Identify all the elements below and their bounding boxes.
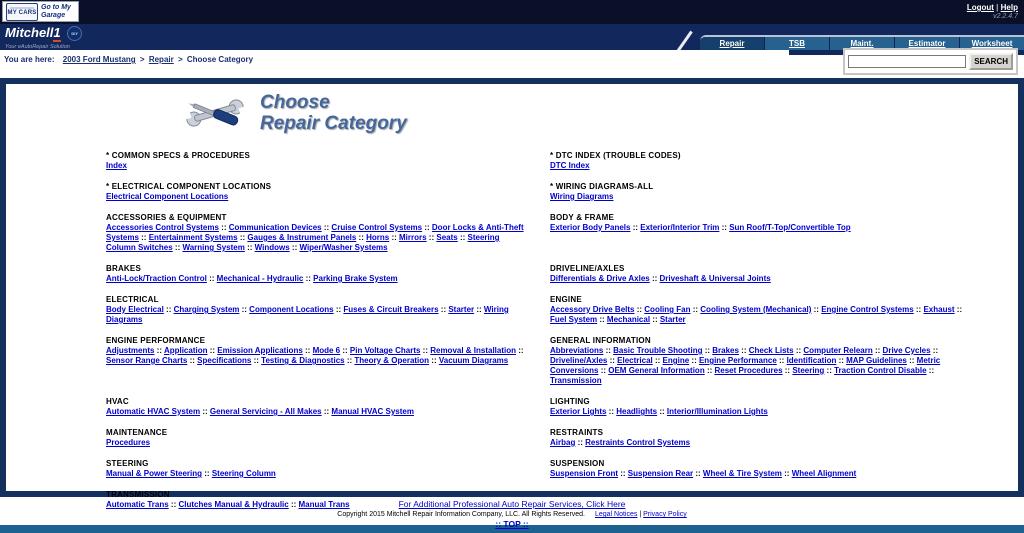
category-row — [106, 397, 1018, 428]
category-link[interactable]: Cruise Control Systems — [331, 223, 423, 232]
category-link[interactable]: OEM General Information — [608, 366, 705, 375]
category-header: * COMMON SPECS & PROCEDURES — [106, 151, 251, 160]
category-link[interactable]: Cooling Fan — [644, 305, 691, 314]
category-links — [106, 438, 530, 448]
logo-text-main: Mitchell — [5, 25, 54, 40]
category-link[interactable]: Procedures — [106, 438, 151, 447]
category-header: SUSPENSION — [550, 459, 605, 468]
copyright-text: Copyright 2015 Mitchell Repair Information Company, LLC. All Rights Reserved. — [337, 511, 586, 518]
category-link[interactable]: MAP Guidelines — [846, 356, 907, 365]
category-link[interactable]: Clutches Manual & Hydraulic — [178, 500, 289, 509]
category-links: Manual & Power Steering :: Steering Column — [106, 469, 276, 478]
main-nav-bar — [0, 24, 1024, 50]
category-links: Anti-Lock/Traction Control :: Mechanical - Hydraulic :: Parking Brake System — [106, 274, 398, 283]
category-section — [106, 428, 530, 448]
category-link[interactable]: Testing & Diagnostics — [261, 356, 345, 365]
category-row — [106, 336, 1018, 397]
category-link[interactable]: Accessories Control Systems — [106, 223, 219, 232]
category-link[interactable]: Basic Trouble Shooting — [613, 346, 703, 355]
category-header: MAINTENANCE — [106, 428, 168, 437]
copyright-line — [0, 510, 1024, 519]
top-bar — [0, 0, 1024, 24]
category-link[interactable]: Exhaust — [923, 305, 955, 314]
category-section — [550, 151, 974, 171]
legal-notices-link[interactable]: Legal Notices — [594, 511, 638, 518]
category-link[interactable]: Cooling System (Mechanical) — [700, 305, 812, 314]
category-link[interactable]: Wiring Diagrams — [106, 305, 509, 324]
additional-services-link[interactable]: For Additional Professional Auto Repair Services, Click Here — [398, 499, 626, 509]
category-link[interactable]: Driveshaft & Universal Joints — [659, 274, 771, 283]
category-header: ENGINE — [550, 295, 582, 304]
category-links: Exterior Body Panels :: Exterior/Interior Trim :: Sun Roof/T-Top/Convertible Top — [550, 223, 851, 232]
page-title — [260, 92, 407, 134]
category-link[interactable]: Reset Procedures — [714, 366, 783, 375]
category-header: ACCESSORIES & EQUIPMENT — [106, 213, 227, 222]
category-link[interactable]: Engine Control Systems — [821, 305, 914, 314]
category-link[interactable]: Parking Brake System — [313, 274, 398, 283]
category-link[interactable]: Windows — [254, 243, 290, 252]
category-link[interactable]: Headlights — [616, 407, 658, 416]
category-links: Accessories Control Systems :: Communication Devices :: Cruise Control Systems :: Door Locks & Anti-Theft Systems :: Entertainment Systems :: Gauges & Instrument Panels :: Horns :: Mirrors :: Seats :: Steering Column Switches :: Warning System :: Windows :: Wiper/Washer Systems — [106, 223, 524, 252]
back-to-top-link[interactable]: :: TOP :: — [495, 519, 529, 529]
category-link[interactable]: Exterior Lights — [550, 407, 607, 416]
category-link[interactable]: DTC Index — [550, 161, 590, 170]
category-link[interactable]: Charging System — [173, 305, 240, 314]
category-section — [550, 213, 974, 253]
category-link[interactable]: Transmission — [550, 376, 602, 385]
category-link[interactable]: Manual HVAC System — [331, 407, 414, 416]
category-link[interactable]: Suspension Rear — [627, 469, 694, 478]
category-header: STEERING — [106, 459, 149, 468]
category-section — [550, 264, 974, 284]
tab-maint[interactable]: Maint. — [829, 37, 894, 50]
category-link[interactable]: Differentials & Drive Axles — [550, 274, 650, 283]
breadcrumb — [4, 55, 253, 64]
category-link[interactable]: Engine — [662, 356, 690, 365]
version-label: v2.2.4.7 — [993, 13, 1018, 20]
category-header: RESTRAINTS — [550, 428, 604, 437]
breadcrumb-repair-link[interactable]: Repair — [148, 55, 174, 64]
category-link[interactable]: General Servicing - All Makes — [209, 407, 322, 416]
privacy-policy-link[interactable]: Privacy Policy — [643, 511, 687, 518]
category-links: Airbag :: Restraints Control Systems — [550, 438, 691, 447]
category-link[interactable]: Computer Relearn — [803, 346, 873, 355]
category-link[interactable]: Abbreviations — [550, 346, 604, 355]
category-link[interactable]: Index — [106, 161, 127, 170]
license-plate-icon — [6, 3, 38, 21]
category-section — [106, 295, 530, 325]
category-link[interactable]: Warning System — [182, 243, 245, 252]
category-links: Suspension Front :: Suspension Rear :: Wheel & Tire System :: Wheel Alignment — [550, 469, 857, 478]
category-link[interactable]: Anti-Lock/Traction Control — [106, 274, 207, 283]
category-links — [550, 192, 974, 202]
category-header: * DTC INDEX (TROUBLE CODES) — [550, 151, 681, 160]
help-link[interactable]: Help — [1000, 3, 1018, 12]
category-link[interactable]: Metric Conversions — [550, 356, 941, 375]
category-link[interactable]: Steering Column Switches — [106, 233, 500, 252]
category-link[interactable]: Component Locations — [249, 305, 334, 314]
category-link[interactable]: Engine Performance — [698, 356, 777, 365]
category-link[interactable]: Sensor Range Charts — [106, 356, 188, 365]
category-link[interactable]: Exterior/Interior Trim — [640, 223, 720, 232]
category-link[interactable]: Mechanical — [606, 315, 651, 324]
category-link[interactable]: Vacuum Diagrams — [438, 356, 509, 365]
category-link[interactable]: Pin Voltage Charts — [349, 346, 421, 355]
category-link[interactable]: Wiper/Washer Systems — [299, 243, 388, 252]
category-link[interactable]: Wiring Diagrams — [550, 192, 614, 201]
logo-text-one: 1 — [53, 25, 61, 40]
category-link[interactable]: Horns — [366, 233, 390, 242]
category-header: DRIVELINE/AXLES — [550, 264, 625, 273]
category-links — [106, 192, 530, 202]
category-link[interactable]: Electrical Component Locations — [106, 192, 229, 201]
category-row — [106, 264, 1018, 295]
category-section — [106, 264, 530, 284]
category-links: Abbreviations :: Basic Trouble Shooting :: Brakes :: Check Lists :: Computer Relearn :: Drive Cycles :: Driveline/Axles :: Electrical :: Engine :: Engine Performance :: Identification :: MAP Guidelines :: Metric Conversions :: OEM General Information :: Reset Procedures :: Steering :: Traction Control Disable :: Transmission — [550, 346, 941, 385]
category-header: ENGINE PERFORMANCE — [106, 336, 206, 345]
category-header: GENERAL INFORMATION — [550, 336, 651, 345]
search-panel — [843, 48, 1018, 75]
category-header: BRAKES — [106, 264, 141, 273]
category-link[interactable]: Wheel Alignment — [791, 469, 857, 478]
tools-icon — [184, 91, 246, 135]
category-section — [550, 397, 974, 417]
category-link[interactable]: Fuel System — [550, 315, 598, 324]
category-link[interactable]: Door Locks & Anti-Theft Systems — [106, 223, 524, 242]
category-link[interactable]: Removal & Installation — [430, 346, 517, 355]
category-link[interactable]: Fuses & Circuit Breakers — [343, 305, 439, 314]
category-row — [106, 182, 1018, 213]
category-link[interactable]: Suspension Front — [550, 469, 618, 478]
category-link[interactable]: Emission Applications — [217, 346, 303, 355]
category-section — [106, 336, 530, 386]
category-links: Automatic Trans :: Clutches Manual & Hydraulic :: Manual Trans — [106, 500, 350, 509]
category-link[interactable]: Airbag — [550, 438, 576, 447]
category-link[interactable]: Brakes — [712, 346, 739, 355]
category-links: Exterior Lights :: Headlights :: Interior/Illumination Lights — [550, 407, 768, 416]
category-link[interactable]: Automatic HVAC System — [106, 407, 201, 416]
category-header: TRANSMISSION — [106, 490, 170, 499]
category-link[interactable]: Adjustments — [106, 346, 155, 355]
category-header: * ELECTRICAL COMPONENT LOCATIONS — [106, 182, 272, 191]
category-row — [106, 295, 1018, 336]
breadcrumb-current: Choose Category — [186, 55, 254, 64]
logout-link[interactable]: Logout — [966, 3, 994, 12]
category-section — [550, 295, 974, 325]
category-link[interactable]: Application — [163, 346, 208, 355]
category-links: Differentials & Drive Axles :: Driveshaft & Universal Joints — [550, 274, 771, 283]
search-input[interactable] — [848, 55, 966, 68]
category-link[interactable]: Accessory Drive Belts — [550, 305, 635, 314]
category-links: Body Electrical :: Charging System :: Component Locations :: Fuses & Circuit Breakers :: Starter :: Wiring Diagrams — [106, 305, 509, 324]
category-table — [106, 151, 1018, 521]
category-section — [106, 213, 530, 253]
category-link[interactable]: Manual Trans — [298, 500, 350, 509]
category-section — [550, 336, 974, 386]
tab-tsb[interactable]: TSB — [764, 37, 829, 50]
license-plate-label: MY CARS — [7, 10, 37, 16]
link-divider: | — [996, 3, 999, 12]
go-to-my-garage-button[interactable] — [2, 1, 79, 22]
diy-badge: DIY — [67, 26, 82, 41]
category-link[interactable]: Communication Devices — [228, 223, 322, 232]
category-section — [550, 459, 974, 479]
category-section — [550, 428, 974, 448]
category-row — [106, 213, 1018, 264]
category-link[interactable]: Drive Cycles — [882, 346, 931, 355]
category-link[interactable]: Wheel & Tire System — [702, 469, 782, 478]
info-bar — [0, 50, 1024, 78]
category-row — [106, 428, 1018, 459]
breadcrumb-vehicle-link[interactable]: 2003 Ford Mustang — [62, 55, 136, 64]
category-row — [106, 459, 1018, 490]
category-header: HVAC — [106, 397, 129, 406]
category-link[interactable]: Check Lists — [748, 346, 794, 355]
garage-button-label: Go to My Garage — [41, 3, 71, 19]
category-link[interactable]: Starter — [659, 315, 686, 324]
category-link[interactable]: Exterior Body Panels — [550, 223, 631, 232]
breadcrumb-separator: > — [177, 55, 183, 64]
category-link[interactable]: Driveline/Axles — [550, 356, 608, 365]
category-section — [106, 182, 530, 202]
search-button[interactable]: SEARCH — [969, 53, 1013, 70]
category-link[interactable]: Identification — [786, 356, 837, 365]
breadcrumb-prefix: You are here: — [4, 55, 55, 64]
category-section — [106, 151, 530, 171]
tab-repair[interactable]: Repair — [700, 37, 764, 50]
page-title-line1: Choose — [260, 92, 330, 113]
tab-estimator[interactable]: Estimator — [894, 37, 959, 50]
category-link[interactable]: Mechanical - Hydraulic — [216, 274, 304, 283]
category-links: Adjustments :: Application :: Emission Applications :: Mode 6 :: Pin Voltage Charts :: Removal & Installation :: Sensor Range Charts :: Specifications :: Testing & Diagnostics :: Theory & Operation :: Vacuum Diagrams — [106, 346, 524, 365]
category-link[interactable]: Theory & Operation — [354, 356, 430, 365]
page-title-line2: Repair Category — [260, 113, 407, 134]
category-link[interactable]: Electrical — [617, 356, 653, 365]
brand-tagline: Your eAutoRepair Solution — [5, 44, 70, 51]
category-link[interactable]: Mirrors — [399, 233, 427, 242]
category-link[interactable]: Starter — [448, 305, 475, 314]
category-link[interactable]: Traction Control Disable — [834, 366, 927, 375]
session-links — [967, 3, 1018, 20]
category-link[interactable]: Mode 6 — [312, 346, 341, 355]
category-header: BODY & FRAME — [550, 213, 615, 222]
footer-divider: | — [639, 511, 642, 518]
category-header: * WIRING DIAGRAMS-ALL — [550, 182, 654, 191]
category-link[interactable]: Seats — [436, 233, 458, 242]
page-title-block — [184, 89, 1018, 137]
category-header: LIGHTING — [550, 397, 590, 406]
category-link[interactable]: Steering Column — [211, 469, 276, 478]
category-link[interactable]: Entertainment Systems — [148, 233, 238, 242]
category-link[interactable]: Manual & Power Steering — [106, 469, 203, 478]
category-link[interactable]: Specifications — [197, 356, 252, 365]
category-links: Accessory Drive Belts :: Cooling Fan :: Cooling System (Mechanical) :: Engine Control Systems :: Exhaust :: Fuel System :: Mechanical :: Starter — [550, 305, 963, 324]
breadcrumb-separator: > — [139, 55, 145, 64]
category-links — [550, 161, 974, 171]
tab-worksheet[interactable]: Worksheet — [959, 37, 1024, 50]
category-link[interactable]: Automatic Trans — [106, 500, 169, 509]
category-link[interactable]: Sun Roof/T-Top/Convertible Top — [729, 223, 851, 232]
category-links: Automatic HVAC System :: General Servicing - All Makes :: Manual HVAC System — [106, 407, 414, 416]
category-links — [106, 161, 530, 171]
category-link[interactable]: Restraints Control Systems — [585, 438, 691, 447]
category-link[interactable]: Gauges & Instrument Panels — [247, 233, 357, 242]
category-section — [550, 182, 974, 202]
category-header: ELECTRICAL — [106, 295, 159, 304]
category-link[interactable]: Body Electrical — [106, 305, 164, 314]
category-section — [106, 397, 530, 417]
category-link[interactable]: Interior/Illumination Lights — [666, 407, 768, 416]
category-link[interactable]: Steering — [792, 366, 825, 375]
category-row — [106, 151, 1018, 182]
category-section — [106, 459, 530, 479]
